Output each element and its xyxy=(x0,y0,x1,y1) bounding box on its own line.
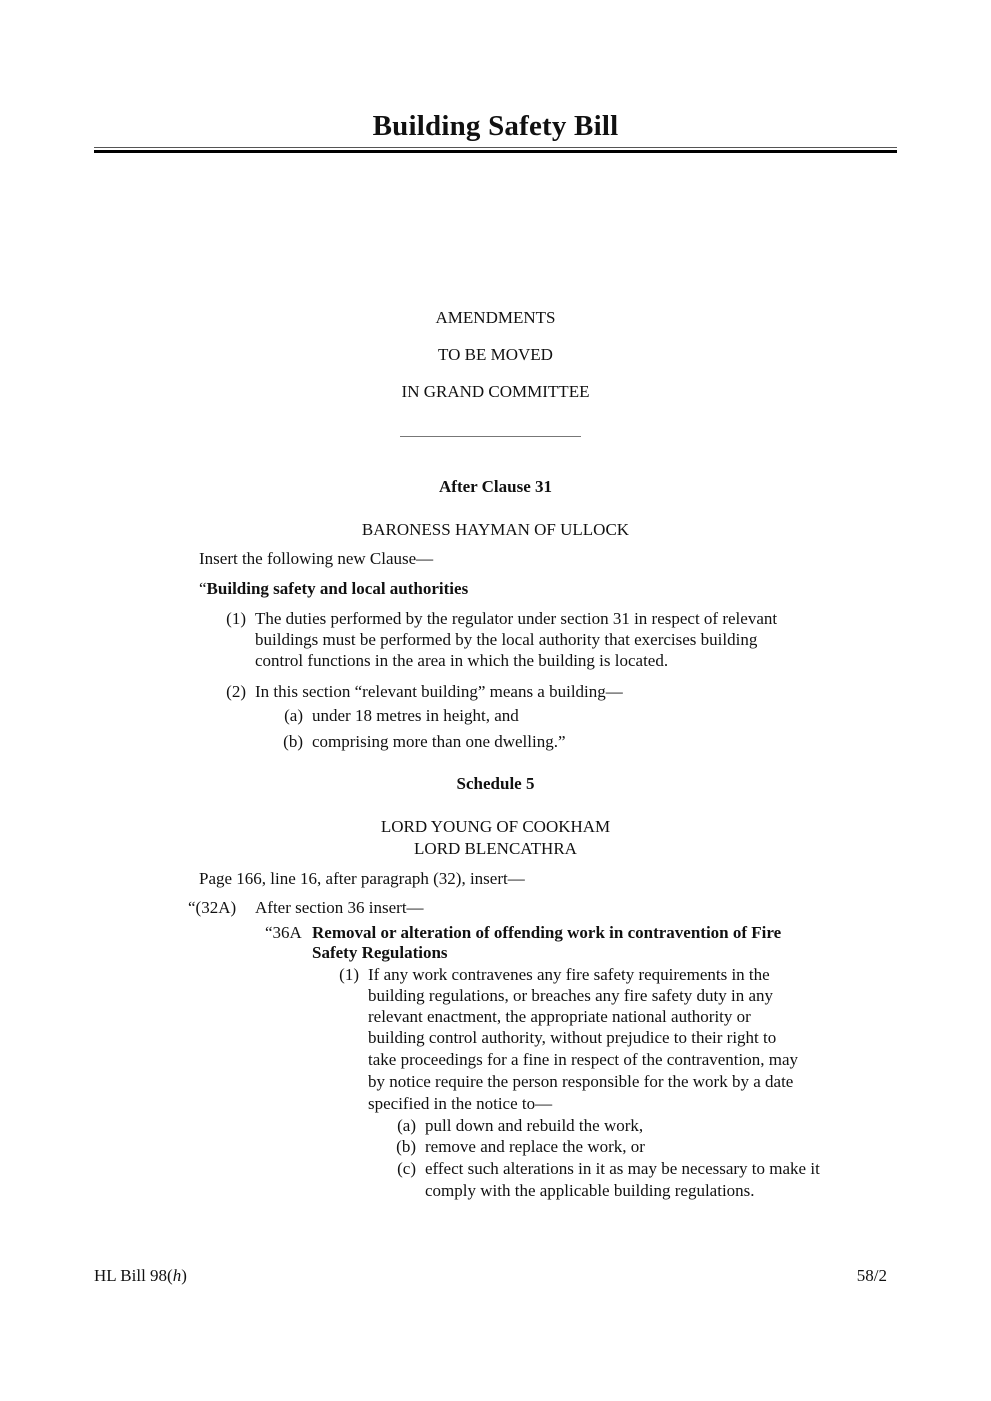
subsection-text-line: by notice require the person responsible for the work by a date xyxy=(368,1072,794,1091)
paragraph-text: effect such alterations in it as may be necessary to make it xyxy=(425,1159,820,1178)
header-line-amendments: AMENDMENTS xyxy=(435,308,556,327)
subsection-text-line: control functions in the area in which the building is located. xyxy=(255,651,669,670)
subsection-text-line: relevant enactment, the appropriate national authority or xyxy=(368,1007,751,1026)
amendment-instruction: Page 166, line 16, after paragraph (32), insert— xyxy=(199,869,525,888)
bill-ref-suffix: ) xyxy=(181,1266,187,1285)
new-clause-title xyxy=(199,578,468,599)
subsection-text-line: The duties performed by the regulator under section 31 in respect of relevant xyxy=(255,609,778,628)
insert-text: After section 36 insert— xyxy=(255,898,424,917)
bill-ref-prefix: HL Bill 98( xyxy=(94,1266,173,1285)
amendment-instruction: Insert the following new Clause— xyxy=(199,549,434,568)
header-line-grand-committee: IN GRAND COMMITTEE xyxy=(401,382,590,401)
paragraph-text: remove and replace the work, or xyxy=(425,1137,645,1156)
title-rule-thin xyxy=(94,147,897,148)
subsection-number: (1) xyxy=(226,609,246,628)
open-quote: “ xyxy=(199,579,207,598)
new-section-title-line: Removal or alteration of offending work in contravention of Fire xyxy=(312,923,782,942)
new-section-number: “36A xyxy=(265,923,302,942)
mover-name: LORD YOUNG OF COOKHAM xyxy=(380,817,611,836)
subsection-number: (2) xyxy=(226,682,246,701)
mover-name: BARONESS HAYMAN OF ULLOCK xyxy=(361,520,630,539)
subsection-text-line: building regulations, or breaches any fire safety duty in any xyxy=(368,986,774,1005)
paragraph-text: comprising more than one dwelling.” xyxy=(312,732,566,751)
subsection-text-line: building control authority, without prejudice to their right to xyxy=(368,1028,777,1047)
subsection-number: (1) xyxy=(339,965,359,984)
subsection-text-line: specified in the notice to— xyxy=(368,1094,553,1113)
subsection-text-line: If any work contravenes any fire safety requirements in the xyxy=(368,965,770,984)
paragraph-number: (c) xyxy=(397,1159,416,1178)
header-line-to-be-moved: TO BE MOVED xyxy=(438,345,553,364)
paragraph-number: (a) xyxy=(284,706,303,725)
subsection-text-line: take proceedings for a fine in respect of the contravention, may xyxy=(368,1050,799,1069)
mover-name: LORD BLENCATHRA xyxy=(414,839,577,858)
bill-reference xyxy=(94,1265,187,1286)
subsection-text: In this section “relevant building” means a building— xyxy=(255,682,623,701)
clause-title-text: Building safety and local authorities xyxy=(206,579,469,598)
paragraph-text: under 18 metres in height, and xyxy=(312,706,519,725)
page-reference: 58/2 xyxy=(856,1266,887,1285)
paragraph-text: pull down and rebuild the work, xyxy=(425,1116,644,1135)
title-rule-thick xyxy=(94,150,897,153)
section-divider xyxy=(400,436,581,437)
new-section-title-line: Safety Regulations xyxy=(312,943,448,962)
bill-ref-italic: h xyxy=(172,1266,182,1285)
subsection-text-line: buildings must be performed by the local authority that exercises building xyxy=(255,630,758,649)
document-title: Building Safety Bill xyxy=(372,110,619,142)
paragraph-number: (b) xyxy=(283,732,303,751)
paragraph-number: (a) xyxy=(397,1116,416,1135)
insert-number: “(32A) xyxy=(188,898,237,917)
section-heading-after-clause-31: After Clause 31 xyxy=(439,477,552,496)
paragraph-text: comply with the applicable building regulations. xyxy=(425,1181,755,1200)
paragraph-number: (b) xyxy=(396,1137,416,1156)
section-heading-schedule-5: Schedule 5 xyxy=(456,774,535,793)
